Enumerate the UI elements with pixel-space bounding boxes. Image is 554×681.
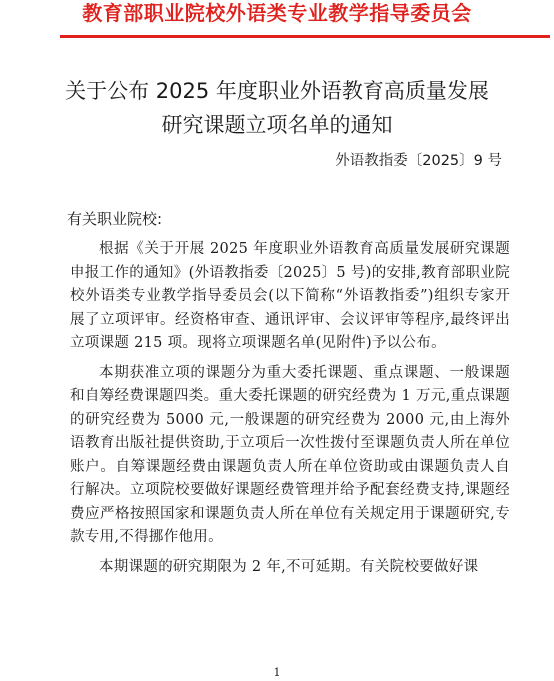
document-body (70, 238, 510, 585)
header-red-rule (60, 35, 550, 38)
body-paragraph-1: 根据《关于开展 2025 年度职业外语教育高质量发展研究课题申报工作的通知》(外语教指委〔2025〕5 号)的安排,教育部职业院校外语类专业教学指导委员会(以下简称“外语教指委”)组织专家开展了立项评审。经资格审查、通讯评审、会议评审等程序,最终评出立项课题 215 项。现将立项课题名单(见附件)予以公布。 (70, 241, 510, 351)
addressee: 有关职业院校: (67, 210, 163, 228)
document-title (0, 74, 554, 142)
document-title-line-2: 研究课题立项名单的通知 (161, 113, 393, 137)
page-number: 1 (273, 666, 281, 679)
body-paragraph-3: 本期课题的研究期限为 2 年,不可延期。有关院校要做好课 (99, 558, 479, 575)
body-paragraph-2: 本期获准立项的课题分为重大委托课题、重点课题、一般课题和自筹经费课题四类。重大委托课题的研究经费为 1 万元,重点课题的研究经费为 5000 元,一般课题的研究经费为 2000 元,由上海外语教育出版社提供资助,于立项后一次性拨付至课题负责人所在单位账户。自筹课题经费由课题负责人所在单位资助或由课题负责人自行解决。立项院校要做好课题经费管理并给予配套经费支持,课题经费应严格按照国家和课题负责人所在单位有关规定用于课题研究,专款专用,不得挪作他用。 (70, 364, 510, 545)
document-title-line-1: 关于公布 2025 年度职业外语教育高质量发展 (65, 79, 489, 103)
document-number: 外语教指委〔2025〕9 号 (335, 153, 502, 169)
document-header-organization: 教育部职业院校外语类专业教学指导委员会 (82, 1, 472, 25)
